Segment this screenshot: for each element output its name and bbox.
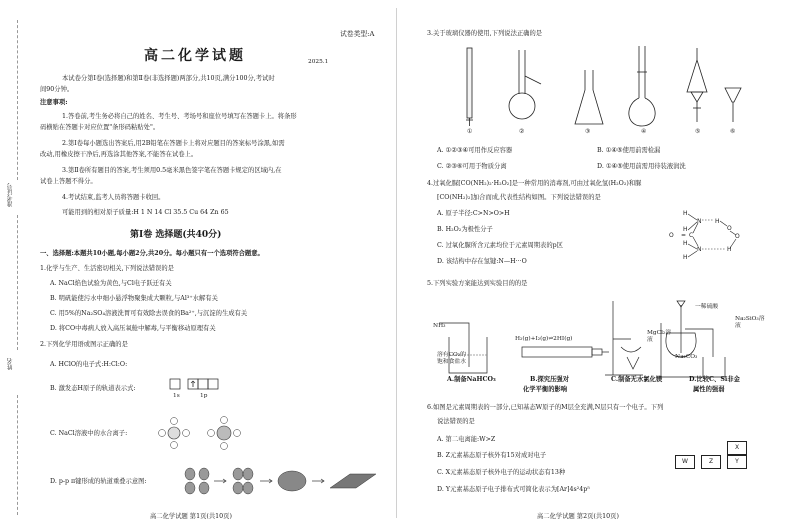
experiment-caption-b: 化学平衡的影响 [523,386,568,393]
question-4: 4.过氧化脲[CO(NH₂)₂·H₂O₂]是一种常用的消毒剂,可由过氧化氢(H₂O₂)和脲 [427,180,642,187]
question-6-cont: 说法错误的是 [437,418,475,425]
option-1d: D. 将CO中毒病人放入高压氧舱中解毒,与平衡移动原理有关 [50,325,216,332]
svg-text:C: C [689,232,694,239]
notice-item: 1.答卷前,考生务必将自己的姓名、考生号、考场号和座位号填写在答题卡上。将条形 [62,113,297,120]
question-6: 6.如图是元素周期表的一部分,已知基态W原子的M层全充满,N层只有一个电子。下列 [427,404,664,411]
option-3b: B. ①④⑤使用前需检漏 [597,147,661,154]
urea-peroxide-structure [669,208,749,263]
option-2a: A. HClO的电子式:H:Cl:O: [50,361,128,368]
svg-text:H: H [683,240,688,247]
exam-date: 2025.1 [308,59,329,65]
option-4a: A. 原子半径:C>N>O>H [437,210,510,217]
question-1: 1.化学与生产、生活密切相关,下列说法错误的是 [40,265,174,272]
svg-text:N: N [697,218,702,225]
option-1c: C. 用5%的Na₂SO₄溶液洗胃可有效除去误食的Ba²⁺,与沉淀的生成有关 [50,310,248,317]
experiment-apparatus [427,293,777,385]
svg-text:H: H [683,210,688,217]
notice-item: 试卷上答题不得分。 [40,178,97,185]
exam-page-2 [397,0,794,527]
label-h2so4: 一稀硫酸 [695,304,719,310]
option-2c: C. NaCl溶液中的水合离子: [50,430,128,437]
option-6b: B. Z元素基态原子核外有15对成对电子 [437,452,547,459]
svg-text:O: O [727,225,732,232]
notice-item: 4.考试结束,监考人员将答题卡收回。 [62,194,165,201]
label-nh3: NH₃ [433,323,446,329]
svg-text:H: H [683,254,688,261]
svg-text:H: H [683,226,688,233]
periodic-cell-z: Z [701,455,721,469]
intro-line: 间90分钟。 [40,86,74,93]
svg-text:O: O [669,232,674,239]
option-6c: C. X元素基态原子核外电子的运动状态有13种 [437,469,566,476]
option-3a: A. ①②③④可用作反应容器 [437,147,513,154]
glassware-label: ② [519,129,525,135]
option-6a: A. 第二电离能:W>Z [437,436,496,443]
periodic-cell-w: W [675,455,695,469]
notice-heading: 注意事项: [40,99,68,106]
notice-item: 3.第Ⅱ卷所有题目的答案,考生须用0.5毫米黑色签字笔在答题卡规定的区域内,在 [62,167,282,174]
svg-text:O: O [735,233,740,240]
intro-line: 本试卷分第Ⅰ卷(选择题)和第Ⅱ卷(非选择题)两部分,共10页,满分100分,考试时 [62,75,275,82]
question-3: 3.关于玻璃仪器的使用,下列说法正确的是 [427,30,543,37]
option-2b: B. 激发态H原子的轨道表示式: [50,385,136,392]
option-4c: C. 过氧化脲所含元素均位于元素周期表的p区 [437,242,563,249]
label-saline: 溶有CO₂的饱和食盐水 [437,352,466,365]
glassware-illustrations [457,42,737,134]
glassware-label: ⑥ [730,129,736,135]
glassware-label: ⑤ [695,129,701,135]
page-title: 高二化学试题 [144,48,246,64]
option-6d: D. Y元素基态原子电子排布式可简化表示为[Ar]4s²4p⁵ [437,486,590,493]
section-heading: 第Ⅰ卷 选择题(共40分) [130,230,222,240]
option-3d: D. ①④⑤使用前需用待装液润洗 [597,163,686,170]
page-footer: 高二化学试题 第2页(共10页) [537,513,619,520]
binding-line [17,215,18,350]
notice-item: 改动,用橡皮擦干净后,再选涂其他答案,不能答在试卷上。 [40,151,198,158]
orbital-label-1p: 1p [200,393,208,399]
notice-item: 2.第Ⅰ卷每小题选出答案后,用2B铅笔在答题卡上将对应题目的答案标号涂黑,如需 [62,140,285,147]
question-2: 2.下列化学用语或图示正确的是 [40,341,128,348]
orbital-label-1s: 1s [173,393,180,399]
option-1b: B. 明矾能使污水中细小悬浮物聚集成大颗粒,与Al³⁺水解有关 [50,295,218,302]
experiment-caption-d: 属性的强弱 [693,386,725,393]
periodic-cell-y: Y [727,455,747,469]
label-mgcl2: MgCl₂溶液 [647,330,672,343]
glassware-label: ④ [641,129,647,135]
svg-text:N: N [697,246,702,253]
svg-text:H: H [715,218,720,225]
label-na2sio3: Na₂SiO₃溶液 [735,316,765,329]
section-instructions: 一、选择题:本题共10小题,每小题2分,共20分。每小题只有一个选项符合题意。 [40,250,264,257]
paper-type: 试卷类型:A [340,30,375,38]
experiment-caption-b: B.探究压强对 [530,376,569,383]
periodic-cell-x: X [727,441,747,455]
svg-text:H: H [727,246,732,253]
option-3c: C. ②③⑥可用于物质分离 [437,163,507,170]
pi-bond-diagram [180,468,380,496]
question-5: 5.下列实验方案能达到实验目的的是 [427,280,528,287]
side-label-name: 姓名 [7,358,14,370]
page-footer: 高二化学试题 第1页(共10页) [150,513,232,520]
side-label-exam-number: 准考证号 [7,183,14,207]
glassware-label: ③ [585,129,591,135]
option-1a: A. NaCl焰色试验为黄色,与Cl电子跃迁有关 [50,280,172,287]
binding-line [17,395,18,515]
option-2d: D. p-p π键形成的轨道重叠示意图: [50,478,147,485]
notice-item: 码横贴在答题卡对应位置"条形码粘贴处"。 [40,124,160,131]
experiment-caption-c: C.制备无水氯化镁 [611,376,663,383]
atomic-masses: 可能用到的相对原子质量:H 1 N 14 Cl 35.5 Cu 64 Zn 65 [62,209,229,216]
svg-text:=: = [681,232,687,239]
binding-line [17,20,18,180]
hydrated-ion-diagram [152,413,252,453]
question-4-cont: [CO(NH₂)₂]加合而成,代表性结构如图。下列说法错误的是 [437,194,601,201]
label-equilibrium: H₂(g)+I₂(g)⇌2HI(g) [515,336,573,342]
label-na2co3: Na₂CO₃ [675,354,698,360]
option-4b: B. H₂O₂为极性分子 [437,226,493,233]
option-4d: D. 该结构中存在氢键:N—H···O [437,258,527,265]
glassware-label: ① [467,129,473,135]
experiment-caption-a: A.制备NaHCO₃ [447,376,496,383]
experiment-caption-d: D.比较C、Si非金 [689,376,740,383]
